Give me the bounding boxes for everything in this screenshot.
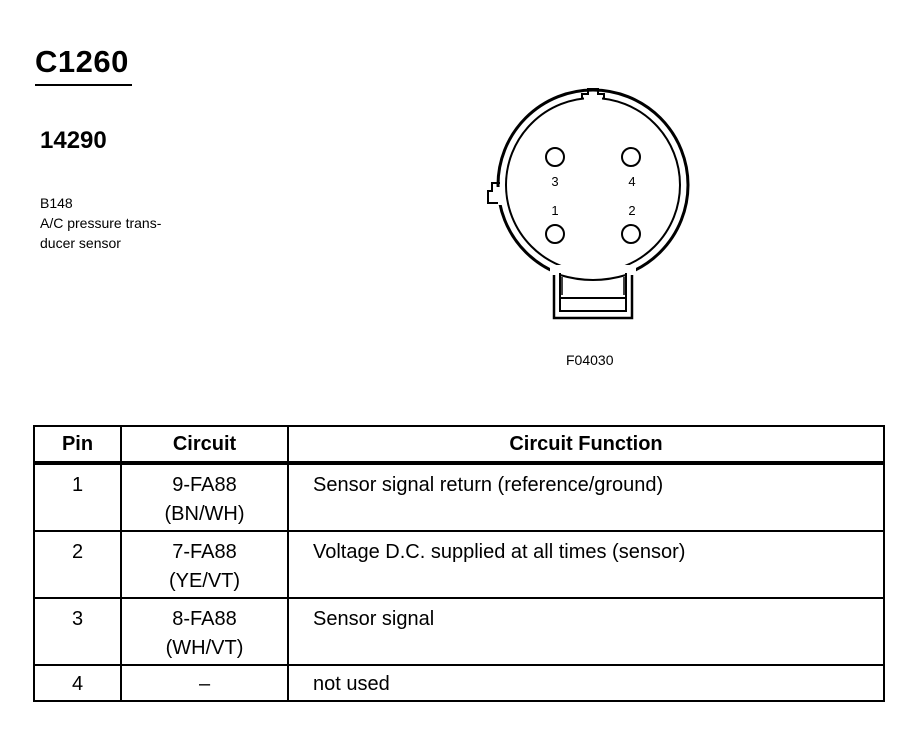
circuit-number: – <box>198 673 211 695</box>
pin-1-contact <box>546 225 564 243</box>
function-cell: Voltage D.C. supplied at all times (sensor) <box>288 531 884 598</box>
pin-4-contact <box>622 148 640 166</box>
circuit-number: 8-FA88 <box>172 608 237 630</box>
pin-2-contact <box>622 225 640 243</box>
circuit-number: 7-FA88 <box>172 541 237 563</box>
connector-face-diagram <box>470 85 710 330</box>
pin-label-2: 2 <box>628 203 636 218</box>
circuit-cell <box>121 598 288 665</box>
pin-cell: 1 <box>34 463 121 531</box>
wire-color: (BN/WH) <box>164 503 245 525</box>
left-side-tab <box>488 183 502 205</box>
circuit-number: 9-FA88 <box>172 474 237 496</box>
pin-label-1: 1 <box>551 203 559 218</box>
table-row <box>34 665 884 701</box>
header-pin: Pin <box>34 426 121 463</box>
table-header-row <box>34 426 884 463</box>
header-circuit-function: Circuit Function <box>288 426 884 463</box>
component-info <box>40 193 161 253</box>
pin-label-4: 4 <box>628 174 636 189</box>
pin-3-contact <box>546 148 564 166</box>
connector-title: C1260 <box>35 44 129 79</box>
function-cell: not used <box>288 665 884 701</box>
table-row <box>34 598 884 665</box>
function-cell: Sensor signal <box>288 598 884 665</box>
pinout-table <box>33 425 885 702</box>
figure-code: F04030 <box>566 352 614 368</box>
table-row <box>34 463 884 531</box>
function-cell: Sensor signal return (reference/ground) <box>288 463 884 531</box>
pin-label-3: 3 <box>551 174 559 189</box>
circuit-cell <box>121 531 288 598</box>
component-name-line-1: A/C pressure trans- <box>40 215 162 231</box>
table-row <box>34 531 884 598</box>
connector-title-underline <box>35 84 132 86</box>
part-number: 14290 <box>40 127 107 154</box>
header-circuit: Circuit <box>121 426 288 463</box>
circuit-cell <box>121 463 288 531</box>
pin-cell: 2 <box>34 531 121 598</box>
component-name-line-2: ducer sensor <box>40 235 121 251</box>
component-code: B148 <box>40 195 73 211</box>
wire-color: (YE/VT) <box>168 570 241 592</box>
circuit-cell <box>121 665 288 701</box>
pin-cell: 3 <box>34 598 121 665</box>
connector-outer-ring <box>498 90 688 280</box>
wire-color: (WH/VT) <box>165 637 244 659</box>
bottom-latch <box>550 265 636 318</box>
pin-cell: 4 <box>34 665 121 701</box>
